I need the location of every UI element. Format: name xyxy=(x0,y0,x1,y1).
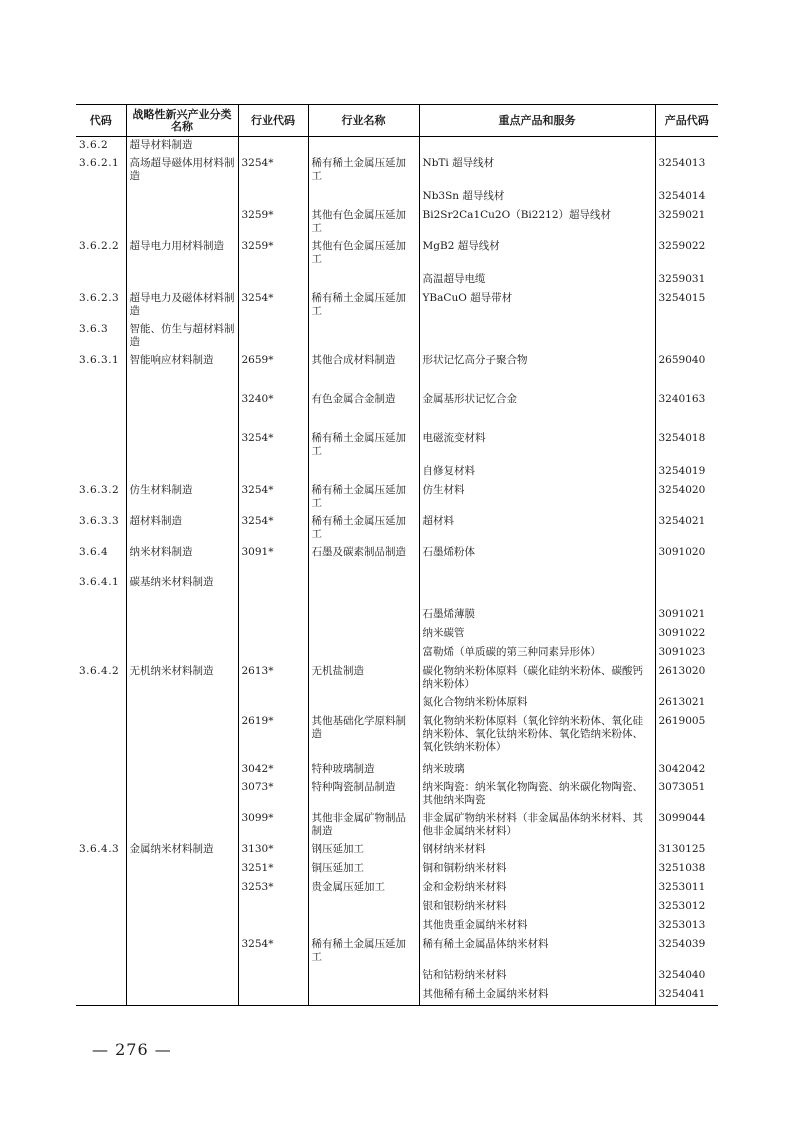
cell-industry-code: 3254* xyxy=(238,513,308,544)
cell-product-code: 2619005 xyxy=(655,713,718,761)
cell-industry-name: 稀有稀土金属压延加工 xyxy=(308,513,419,544)
cell-code xyxy=(76,936,126,967)
cell-product-code: 3254021 xyxy=(655,513,718,544)
cell-industry-code: 2619* xyxy=(238,713,308,761)
cell-category xyxy=(126,644,238,663)
cell-code: 3.6.2 xyxy=(79,139,109,151)
cell-product-code: 2613021 xyxy=(655,694,718,713)
cell-product: 形状记忆高分子聚合物 xyxy=(419,352,655,391)
cell-category xyxy=(126,779,238,810)
cell-product: 氧化物纳米粉体原料（氧化锌纳米粉体、氧化硅纳米粉体、氧化钛纳米粉体、氧化锆纳米粉体、氧化铁纳米粉体） xyxy=(419,713,655,761)
cell-product-code xyxy=(655,321,718,352)
cell-product: 仿生材料 xyxy=(419,482,655,513)
cell-product-code: 3254018 xyxy=(655,430,718,463)
header-product-code: 产品代码 xyxy=(655,105,718,137)
cell-code xyxy=(76,879,126,898)
table-body xyxy=(76,137,718,1006)
cell-industry-name xyxy=(308,606,419,625)
cell-code xyxy=(76,967,126,986)
table-row xyxy=(76,841,718,860)
cell-code: 3.6.3.3 xyxy=(79,515,120,527)
cell-industry-code: 3253* xyxy=(238,879,308,898)
cell-industry-code xyxy=(238,986,308,1005)
cell-code: 3.6.4.3 xyxy=(79,843,120,855)
cell-category xyxy=(126,430,238,463)
cell-product: 钴和钴粉纳米材料 xyxy=(419,967,655,986)
cell-category: 智能响应材料制造 xyxy=(126,352,238,391)
cell-product: MgB2 超导线材 xyxy=(419,238,655,271)
cell-product: 金属基形状记忆合金 xyxy=(419,391,655,430)
cell-code: 3.6.2.3 xyxy=(79,292,120,304)
cell-industry-code xyxy=(238,967,308,986)
cell-industry-name: 稀有稀土金属压延加工 xyxy=(308,155,419,188)
cell-product: 碳化物纳米粉体原料（碳化硅纳米粉体、碳酸钙纳米粉体） xyxy=(419,663,655,694)
cell-industry-code xyxy=(238,271,308,290)
cell-industry-code: 3254* xyxy=(238,482,308,513)
cell-industry-name xyxy=(308,463,419,482)
cell-category xyxy=(126,879,238,898)
cell-industry-code: 3091* xyxy=(238,544,308,574)
cell-product: 铜和铜粉纳米材料 xyxy=(419,860,655,879)
table-row xyxy=(76,321,718,352)
cell-product-code: 3254014 xyxy=(655,188,718,207)
cell-industry-code: 3254* xyxy=(238,430,308,463)
cell-code: 3.6.3 xyxy=(79,323,109,335)
cell-code xyxy=(76,898,126,917)
cell-product-code: 3253011 xyxy=(655,879,718,898)
cell-category: 金属纳米材料制造 xyxy=(126,841,238,860)
cell-product-code: 3073051 xyxy=(655,779,718,810)
cell-product: 电磁流变材料 xyxy=(419,430,655,463)
table-row xyxy=(76,917,718,936)
cell-industry-code: 3251* xyxy=(238,860,308,879)
cell-industry-name: 其他非金属矿物制品制造 xyxy=(308,810,419,841)
table-header-row xyxy=(76,105,718,137)
cell-product: 超材料 xyxy=(419,513,655,544)
cell-industry-code: 3259* xyxy=(238,238,308,271)
cell-industry-name xyxy=(308,271,419,290)
cell-product-code: 3253013 xyxy=(655,917,718,936)
cell-product-code xyxy=(655,137,718,156)
cell-product-code: 3259031 xyxy=(655,271,718,290)
cell-product-code: 2659040 xyxy=(655,352,718,391)
cell-product: 纳米玻璃 xyxy=(419,761,655,779)
cell-code: 3.6.2.1 xyxy=(79,157,120,169)
table-row xyxy=(76,290,718,321)
table-row xyxy=(76,967,718,986)
cell-category: 超导材料制造 xyxy=(126,137,238,156)
cell-category xyxy=(126,188,238,207)
cell-product: YBaCuO 超导带材 xyxy=(419,290,655,321)
cell-product-code: 2613020 xyxy=(655,663,718,694)
document-page xyxy=(76,104,718,1006)
cell-product: 氮化合物纳米粉体原料 xyxy=(419,694,655,713)
cell-product-code: 3091020 xyxy=(655,544,718,574)
cell-industry-code xyxy=(238,898,308,917)
cell-product-code: 3254041 xyxy=(655,986,718,1005)
table-row xyxy=(76,271,718,290)
cell-category: 无机纳米材料制造 xyxy=(126,663,238,694)
cell-code xyxy=(76,917,126,936)
table-row xyxy=(76,463,718,482)
cell-product: 纳米陶瓷：纳米氧化物陶瓷、纳米碳化物陶瓷、其他纳米陶瓷 xyxy=(419,779,655,810)
cell-industry-code: 3240* xyxy=(238,391,308,430)
cell-product-code: 3130125 xyxy=(655,841,718,860)
classification-table xyxy=(76,104,718,1006)
cell-product-code: 3254015 xyxy=(655,290,718,321)
cell-product-code: 3254020 xyxy=(655,482,718,513)
cell-industry-code: 3254* xyxy=(238,290,308,321)
cell-industry-name: 特种玻璃制造 xyxy=(308,761,419,779)
cell-product: 其他稀有稀土金属纳米材料 xyxy=(419,986,655,1005)
header-industry-name: 行业名称 xyxy=(308,105,419,137)
cell-code xyxy=(76,860,126,879)
cell-product xyxy=(419,137,655,156)
cell-code xyxy=(76,625,126,644)
table-row xyxy=(76,986,718,1005)
cell-category xyxy=(126,860,238,879)
table-row xyxy=(76,936,718,967)
cell-category xyxy=(126,207,238,238)
cell-category xyxy=(126,898,238,917)
cell-industry-name xyxy=(308,967,419,986)
page-number: — 276 — xyxy=(92,1040,172,1059)
cell-product: 高温超导电缆 xyxy=(419,271,655,290)
table-row xyxy=(76,430,718,463)
cell-product-code: 3259021 xyxy=(655,207,718,238)
cell-industry-name: 稀有稀土金属压延加工 xyxy=(308,430,419,463)
table-row xyxy=(76,810,718,841)
cell-industry-name: 其他有色金属压延加工 xyxy=(308,238,419,271)
table-row xyxy=(76,879,718,898)
cell-code xyxy=(76,391,126,430)
table-row xyxy=(76,761,718,779)
cell-industry-code: 3099* xyxy=(238,810,308,841)
cell-product-code: 3254013 xyxy=(655,155,718,188)
table-row xyxy=(76,663,718,694)
table-row xyxy=(76,188,718,207)
cell-product xyxy=(419,321,655,352)
cell-industry-code xyxy=(238,188,308,207)
cell-industry-code: 2613* xyxy=(238,663,308,694)
table-row xyxy=(76,860,718,879)
cell-industry-code xyxy=(238,694,308,713)
cell-product: NbTi 超导线材 xyxy=(419,155,655,188)
cell-product-code: 3254039 xyxy=(655,936,718,967)
table-row xyxy=(76,155,718,188)
cell-industry-code xyxy=(238,463,308,482)
cell-code xyxy=(76,810,126,841)
cell-product xyxy=(419,574,655,606)
cell-code xyxy=(76,207,126,238)
cell-code xyxy=(76,986,126,1005)
table-row xyxy=(76,779,718,810)
cell-product-code: 3253012 xyxy=(655,898,718,917)
cell-product: 自修复材料 xyxy=(419,463,655,482)
header-category: 战略性新兴产业分类名称 xyxy=(126,105,238,137)
cell-industry-name: 有色金属合金制造 xyxy=(308,391,419,430)
table-row xyxy=(76,137,718,156)
cell-product-code: 3259022 xyxy=(655,238,718,271)
cell-industry-name: 稀有稀土金属压延加工 xyxy=(308,936,419,967)
cell-category xyxy=(126,986,238,1005)
cell-category xyxy=(126,694,238,713)
cell-category xyxy=(126,463,238,482)
cell-industry-code xyxy=(238,644,308,663)
cell-industry-code xyxy=(238,606,308,625)
cell-code xyxy=(76,271,126,290)
cell-industry-code xyxy=(238,574,308,606)
cell-industry-name: 稀有稀土金属压延加工 xyxy=(308,482,419,513)
cell-code xyxy=(76,188,126,207)
cell-category: 超材料制造 xyxy=(126,513,238,544)
table-row xyxy=(76,606,718,625)
cell-category xyxy=(126,761,238,779)
cell-code xyxy=(76,761,126,779)
table-row xyxy=(76,238,718,271)
cell-product-code: 3091021 xyxy=(655,606,718,625)
cell-industry-name: 特种陶瓷制品制造 xyxy=(308,779,419,810)
cell-product-code: 3091022 xyxy=(655,625,718,644)
cell-industry-code: 3073* xyxy=(238,779,308,810)
cell-product: 其他贵重金属纳米材料 xyxy=(419,917,655,936)
cell-industry-name: 贵金属压延加工 xyxy=(308,879,419,898)
table-row xyxy=(76,644,718,663)
cell-category xyxy=(126,625,238,644)
cell-product-code: 3091023 xyxy=(655,644,718,663)
cell-industry-name xyxy=(308,188,419,207)
cell-code: 3.6.3.1 xyxy=(79,354,120,366)
header-products: 重点产品和服务 xyxy=(419,105,655,137)
cell-product: 石墨烯薄膜 xyxy=(419,606,655,625)
cell-product: 石墨烯粉体 xyxy=(419,544,655,574)
cell-industry-name: 其他合成材料制造 xyxy=(308,352,419,391)
cell-industry-name xyxy=(308,321,419,352)
cell-product: Nb3Sn 超导线材 xyxy=(419,188,655,207)
table-row xyxy=(76,625,718,644)
cell-industry-code: 3130* xyxy=(238,841,308,860)
header-industry-code: 行业代码 xyxy=(238,105,308,137)
cell-industry-name: 铜压延加工 xyxy=(308,860,419,879)
table-row xyxy=(76,513,718,544)
table-row xyxy=(76,574,718,606)
cell-industry-name xyxy=(308,898,419,917)
cell-category: 超导电力用材料制造 xyxy=(126,238,238,271)
table-row xyxy=(76,352,718,391)
cell-product-code: 3099044 xyxy=(655,810,718,841)
cell-category xyxy=(126,967,238,986)
cell-product: Bi2Sr2Ca1Cu2O（Bi2212）超导线材 xyxy=(419,207,655,238)
cell-industry-name xyxy=(308,986,419,1005)
cell-category: 智能、仿生与超材料制造 xyxy=(126,321,238,352)
cell-industry-name xyxy=(308,917,419,936)
cell-product: 纳米碳管 xyxy=(419,625,655,644)
cell-industry-name xyxy=(308,574,419,606)
cell-code xyxy=(76,644,126,663)
cell-category xyxy=(126,391,238,430)
cell-code xyxy=(76,713,126,761)
cell-industry-name xyxy=(308,694,419,713)
cell-code xyxy=(76,430,126,463)
cell-product: 钢材纳米材料 xyxy=(419,841,655,860)
cell-code: 3.6.4.2 xyxy=(79,665,120,677)
cell-code xyxy=(76,694,126,713)
cell-category xyxy=(126,917,238,936)
cell-industry-name: 稀有稀土金属压延加工 xyxy=(308,290,419,321)
cell-code: 3.6.4.1 xyxy=(79,576,120,588)
cell-industry-code: 3254* xyxy=(238,936,308,967)
cell-industry-name: 钢压延加工 xyxy=(308,841,419,860)
table-row xyxy=(76,694,718,713)
cell-category: 纳米材料制造 xyxy=(126,544,238,574)
cell-product: 非金属矿物纳米材料（非金属晶体纳米材料、其他非金属纳米材料） xyxy=(419,810,655,841)
cell-product: 稀有稀土金属晶体纳米材料 xyxy=(419,936,655,967)
cell-code xyxy=(76,606,126,625)
cell-industry-name xyxy=(308,644,419,663)
cell-category xyxy=(126,810,238,841)
cell-industry-name: 无机盐制造 xyxy=(308,663,419,694)
cell-industry-code xyxy=(238,917,308,936)
cell-category xyxy=(126,606,238,625)
cell-code xyxy=(76,463,126,482)
cell-industry-code: 2659* xyxy=(238,352,308,391)
cell-product-code: 3254040 xyxy=(655,967,718,986)
cell-product-code: 3240163 xyxy=(655,391,718,430)
cell-code: 3.6.2.2 xyxy=(79,240,120,252)
cell-product: 银和银粉纳米材料 xyxy=(419,898,655,917)
cell-industry-name: 石墨及碳素制品制造 xyxy=(308,544,419,574)
cell-code: 3.6.4 xyxy=(79,546,109,558)
cell-product: 富勒烯（单质碳的第三种同素异形体） xyxy=(419,644,655,663)
cell-category: 高场超导磁体用材料制造 xyxy=(126,155,238,188)
cell-category: 超导电力及磁体材料制造 xyxy=(126,290,238,321)
cell-industry-code: 3042* xyxy=(238,761,308,779)
cell-industry-name: 其他基础化学原料制造 xyxy=(308,713,419,761)
cell-industry-code xyxy=(238,321,308,352)
table-row xyxy=(76,482,718,513)
cell-industry-name: 其他有色金属压延加工 xyxy=(308,207,419,238)
cell-category xyxy=(126,713,238,761)
cell-category: 碳基纳米材料制造 xyxy=(126,574,238,606)
cell-product: 金和金粉纳米材料 xyxy=(419,879,655,898)
table-row xyxy=(76,391,718,430)
cell-code xyxy=(76,779,126,810)
table-row xyxy=(76,713,718,761)
cell-product-code: 3042042 xyxy=(655,761,718,779)
cell-industry-name xyxy=(308,625,419,644)
header-code: 代码 xyxy=(76,105,126,137)
cell-product-code xyxy=(655,574,718,606)
cell-product-code: 3254019 xyxy=(655,463,718,482)
cell-industry-code xyxy=(238,137,308,156)
cell-category: 仿生材料制造 xyxy=(126,482,238,513)
cell-industry-code xyxy=(238,625,308,644)
table-row xyxy=(76,898,718,917)
cell-product-code: 3251038 xyxy=(655,860,718,879)
table-row xyxy=(76,544,718,574)
cell-category xyxy=(126,936,238,967)
table-row xyxy=(76,207,718,238)
cell-code: 3.6.3.2 xyxy=(79,484,120,496)
cell-category xyxy=(126,271,238,290)
cell-industry-name xyxy=(308,137,419,156)
cell-industry-code: 3254* xyxy=(238,155,308,188)
cell-industry-code: 3259* xyxy=(238,207,308,238)
